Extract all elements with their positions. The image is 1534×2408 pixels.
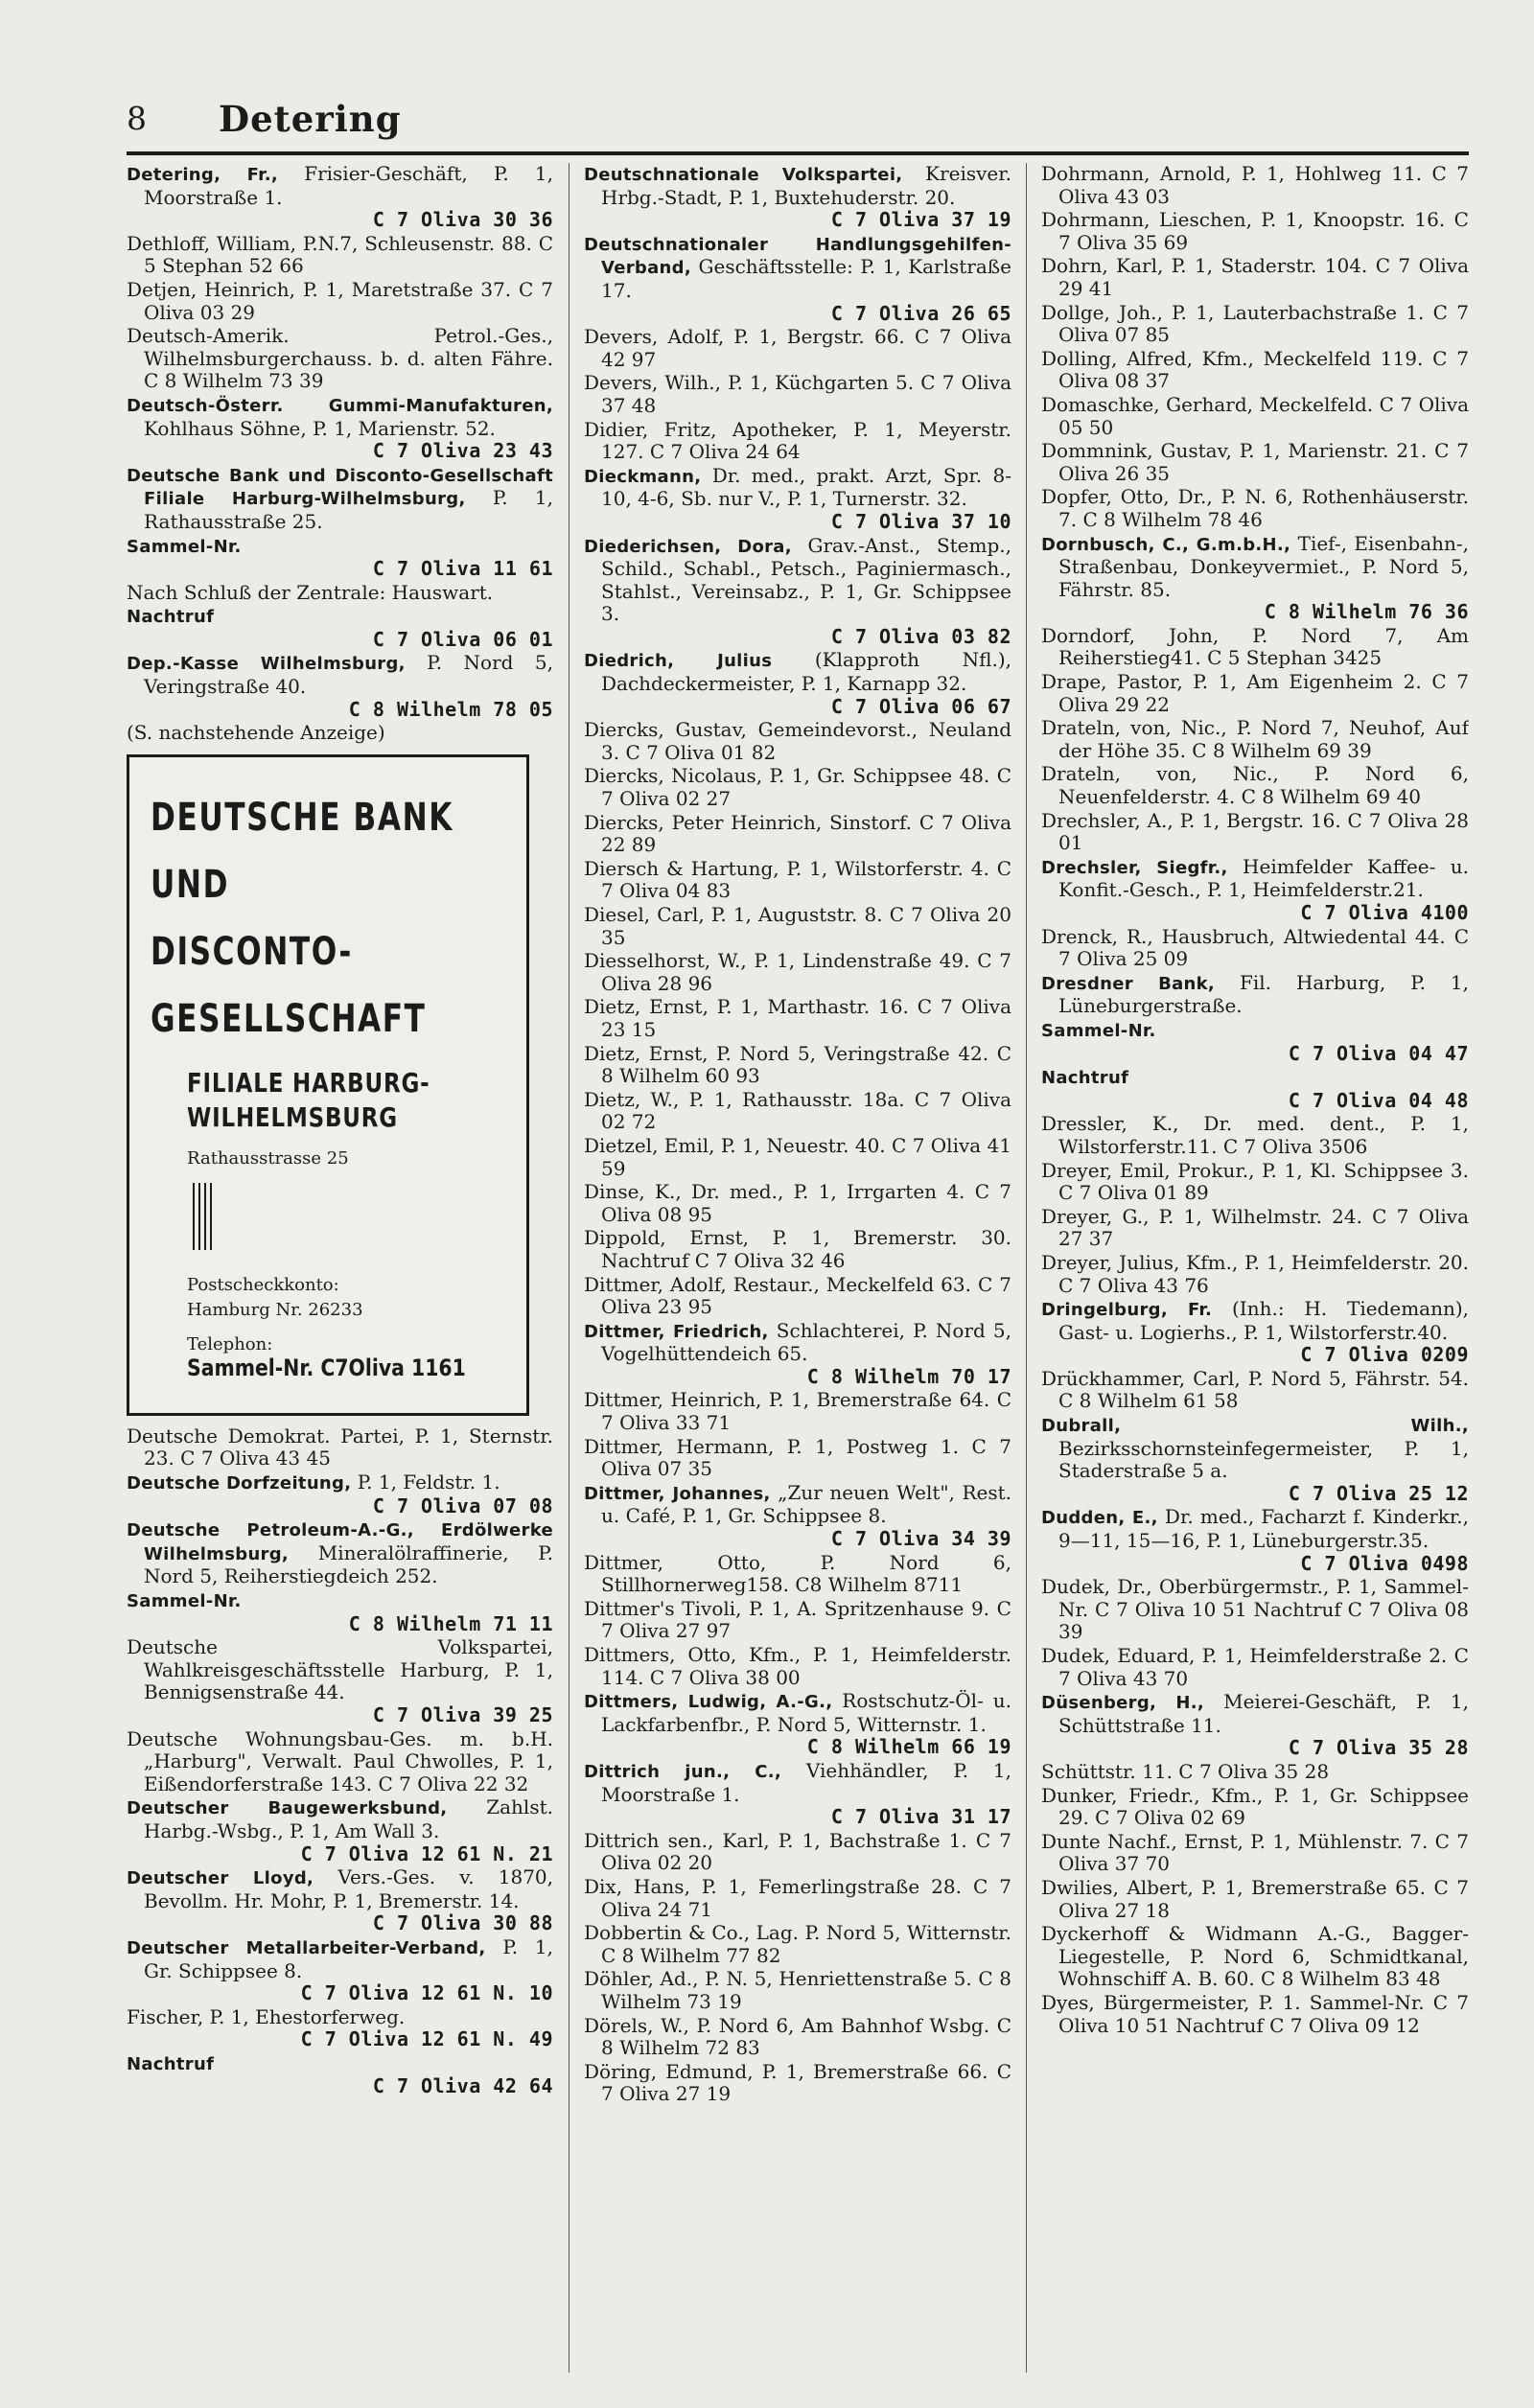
entry-text: Drape, Pastor, P. 1, Am Eigenheim 2. C 7 Oliva 29 22 (1041, 670, 1469, 716)
directory-entry (127, 535, 553, 581)
entry-name: Diedrich, Julius (584, 651, 773, 672)
entry-name: Sammel-Nr. (1041, 1020, 1156, 1041)
entry-text: Dunker, Friedr., Kfm., P. 1, Gr. Schippsee 29. C 7 Oliva 02 69 (1041, 1783, 1469, 1830)
directory-entry (1041, 394, 1469, 439)
entry-phone: C 8 Wilhelm 71 11 (348, 1611, 553, 1635)
entry-phone: C 8 Wilhelm 70 17 (806, 1364, 1011, 1388)
page-header (127, 100, 1469, 148)
entry-text: Drateln, von, Nic., P. Nord 6, Neuenfelderstr. 4. C 8 Wilhelm 69 40 (1041, 762, 1469, 809)
entry-text: P. 1, Feldstr. 1. (351, 1470, 500, 1494)
entry-text: Dietz, Ernst, P. 1, Marthastr. 16. C 7 Oliva 23 15 (584, 995, 1011, 1041)
entry-name: Dieckmann, (584, 466, 702, 487)
ad-ornament-bars (193, 1183, 216, 1250)
directory-entry (584, 1876, 1011, 1921)
entry-phone: C 7 Oliva 30 36 (372, 208, 553, 232)
entry-text: Diersch & Hartung, P. 1, Wilstorferstr. 4. C 7 Oliva 04 83 (584, 856, 1011, 903)
entry-text: Dittmer's Tivoli, P. 1, A. Spritzenhause 9. C 7 Oliva 27 97 (584, 1596, 1011, 1643)
entry-text: Dyckerhoff & Widmann A.-G., Bagger-Liegestelle, P. Nord 6, Schmidtkanal, Wohnschiff A. B. 60. C 8 Wilhelm 83 48 (1041, 1922, 1469, 1991)
directory-entry (1041, 440, 1469, 485)
entry-text: Dohrmann, Arnold, P. 1, Hohlweg 11. C 7 Oliva 43 03 (1041, 163, 1469, 208)
entry-text: Vers.-Ges. v. 1870, Bevollm. Hr. Mohr, P. 1, Bremerstr. 14. (144, 1865, 553, 1912)
directory-entry (584, 649, 1011, 718)
entry-name: Dresdner Bank, (1041, 973, 1216, 994)
entry-text: (Klapproth Nfl.), Dachdeckermeister, P. 1, Karnapp 32. (601, 648, 1011, 696)
directory-entry (1041, 1761, 1469, 1784)
column-2 (584, 163, 1011, 2373)
entry-phone: C 7 Oliva 30 88 (372, 1911, 553, 1935)
entry-text: Domaschke, Gerhard, Meckelfeld. C 7 Oliva 05 50 (1041, 392, 1469, 439)
entry-text: Dittmer, Adolf, Restaur., Meckelfeld 63. C 7 Oliva 23 95 (584, 1272, 1011, 1319)
directory-entry (584, 858, 1011, 903)
directory-entry (1041, 533, 1469, 624)
entry-text: Heimfelder Kaffee- u. Konfit.-Gesch., P. 1, Heimfelderstr.21. (1058, 854, 1469, 902)
entry-name: Dudden, E., (1041, 1508, 1158, 1529)
entry-text: Fil. Harburg, P. 1, Lüneburgerstraße. (1058, 970, 1469, 1018)
entry-name: Drechsler, Siegfr., (1041, 857, 1228, 878)
directory-entry (1041, 972, 1469, 1018)
entry-text: Dörels, W., P. Nord 6, Am Bahnhof Wsbg. C 8 Wilhelm 72 83 (584, 2013, 1011, 2060)
ad-branch-line: FILIALE HARBURG- (187, 1066, 430, 1099)
directory-entry (127, 163, 553, 232)
directory-entry (584, 719, 1011, 764)
directory-entry (584, 1968, 1011, 2013)
entry-phone: C 7 Oliva 0498 (1300, 1551, 1469, 1575)
directory-entry (584, 1690, 1011, 1759)
directory-entry (584, 812, 1011, 857)
directory-entry (127, 464, 553, 534)
entry-name: Dittmer, Johannes, (584, 1483, 771, 1504)
directory-entry (1041, 717, 1469, 762)
entry-phone: C 7 Oliva 25 12 (1288, 1481, 1469, 1505)
entry-text: Dix, Hans, P. 1, Femerlingstraße 28. C 7 Oliva 24 71 (584, 1874, 1011, 1921)
directory-entry (584, 1181, 1011, 1226)
entry-text: Deutsche Wohnungsbau-Ges. m. b.H. „Harburg", Verwalt. Paul Chwolles, P. 1, Eißendorferstraße 143. C 7 Oliva 22 32 (127, 1726, 553, 1795)
entry-text: Bezirksschornsteinfegermeister, P. 1, Staderstraße 5 a. (1058, 1436, 1469, 1483)
directory-entry (1041, 1877, 1469, 1922)
entry-name: Dornbusch, C., G.m.b.H., (1041, 534, 1291, 555)
directory-entry (127, 652, 553, 721)
directory-entry (1041, 810, 1469, 855)
directory-entry (127, 2052, 553, 2098)
directory-entry (1041, 1785, 1469, 1830)
bank-advertisement (127, 754, 529, 1416)
entry-text: Dyes, Bürgermeister, P. 1. Sammel-Nr. C 7 Oliva 10 51 Nachtruf C 7 Oliva 09 12 (1041, 1990, 1469, 2037)
directory-entry (1041, 856, 1469, 925)
entry-text: Dr. med., prakt. Arzt, Spr. 8-10, 4-6, Sb. nur V., P. 1, Turnerstr. 32. (601, 463, 1011, 511)
entry-text: Dunte Nachf., Ernst, P. 1, Mühlenstr. 7. C 7 Oliva 37 70 (1041, 1829, 1469, 1876)
ad-address: Rathausstrasse 25 (187, 1147, 349, 1169)
directory-entry (1041, 1992, 1469, 2037)
directory-entry (127, 605, 553, 651)
entry-text: Dippold, Ernst, P. 1, Bremerstr. 30. Nachtruf C 7 Oliva 32 46 (584, 1226, 1011, 1272)
directory-entry (127, 1796, 553, 1865)
entry-name: Sammel-Nr. (127, 1591, 242, 1611)
entry-phone: C 7 Oliva 42 64 (372, 2074, 553, 2098)
entry-text: Dreyer, Julius, Kfm., P. 1, Heimfelderstr. 20. C 7 Oliva 43 76 (1041, 1250, 1469, 1297)
entry-text: Diesel, Carl, P. 1, Auguststr. 8. C 7 Oliva 20 35 (584, 903, 1011, 949)
directory-entry (584, 419, 1011, 464)
entry-phone: C 8 Wilhelm 66 19 (806, 1735, 1011, 1759)
directory-entry (1041, 1831, 1469, 1876)
directory-entry (127, 394, 553, 463)
directory-entry (584, 535, 1011, 649)
entry-text: Drenck, R., Hausbruch, Altwiedental 44. C 7 Oliva 25 09 (1041, 924, 1469, 971)
directory-entry (127, 1866, 553, 1935)
directory-entry (1041, 1160, 1469, 1205)
directory-entry (584, 1922, 1011, 1967)
entry-phone: C 7 Oliva 26 65 (830, 301, 1011, 325)
directory-entry (127, 279, 553, 324)
entry-name: Deutscher Lloyd, (127, 1868, 314, 1889)
directory-entry (127, 2006, 553, 2051)
entry-text: Fischer, P. 1, Ehestorferweg. (127, 2004, 406, 2028)
directory-entry (1041, 1206, 1469, 1251)
entry-name: Deutsche Dorfzeitung, (127, 1473, 352, 1494)
directory-entry (127, 1425, 553, 1470)
directory-entry (1041, 625, 1469, 670)
directory-entry (584, 765, 1011, 810)
ad-phone-label: Telephon: (187, 1333, 273, 1354)
entry-text: Detjen, Heinrich, P. 1, Maretstraße 37. C 7 Oliva 03 29 (127, 277, 553, 324)
directory-entry (127, 325, 553, 393)
entry-text: Dressler, K., Dr. med. dent., P. 1, Wilstorferstr.11. C 7 Oliva 3506 (1041, 1112, 1469, 1158)
entry-text: (Inh.: H. Tiedemann), Gast- u. Logierhs., P. 1, Wilstorferstr.40. (1058, 1297, 1469, 1344)
entries-after-ad (127, 1425, 553, 2098)
entry-text: Dorndorf, John, P. Nord 7, Am Reiherstieg41. C 5 Stephan 3425 (1041, 623, 1469, 670)
ad-title-line: GESELLSCHAFT (151, 996, 427, 1041)
directory-entry (1041, 1066, 1469, 1112)
directory-entry (127, 1471, 553, 1517)
directory-entry (127, 722, 553, 745)
entry-name: Dittmers, Ludwig, A.-G., (584, 1692, 833, 1713)
entry-text: P. 1, Gr. Schippsee 8. (144, 1934, 553, 1982)
directory-entry (584, 996, 1011, 1041)
entry-text: Dethloff, William, P.N.7, Schleusenstr. 88. C 5 Stephan 52 66 (127, 231, 553, 278)
entry-text: Dopfer, Otto, Dr., P. N. 6, Rothenhäuserstr. 7. C 8 Wilhelm 78 46 (1041, 485, 1469, 531)
entry-phone: C 7 Oliva 23 43 (372, 439, 553, 463)
entry-text: Schlachterei, P. Nord 5, Vogelhüttendeich 65. (601, 1318, 1011, 1366)
directory-entry (1041, 486, 1469, 531)
directory-entry (584, 1227, 1011, 1272)
directory-entry (584, 1389, 1011, 1434)
entry-name: Deutsche Bank und Disconto-Gesellschaft Filiale Harburg-Wilhelmsburg, (127, 465, 553, 510)
directory-entry (1041, 1923, 1469, 1991)
entry-phone: C 7 Oliva 06 67 (830, 694, 1011, 718)
ad-title-line: DISCONTO- (151, 929, 353, 974)
directory-entry (1041, 163, 1469, 208)
entry-name: Deutschnationaler Handlungsgehilfen-Verband, (584, 234, 1011, 279)
directory-entry (1041, 1019, 1469, 1065)
directory-entry (1041, 926, 1469, 971)
ad-title-line: UND (151, 862, 230, 907)
directory-entry (127, 1936, 553, 2005)
entry-text: Mineralölraffinerie, P. Nord 5, Reiherstiegdeich 252. (144, 1540, 553, 1588)
entry-text: „Zur neuen Welt", Rest. u. Café, P. 1, Gr. Schippsee 8. (601, 1480, 1011, 1528)
directory-entry (584, 372, 1011, 417)
directory-entry (584, 1482, 1011, 1551)
entry-text: Deutsche Demokrat. Partei, P. 1, Sternstr. 23. C 7 Oliva 43 45 (127, 1424, 553, 1470)
entry-text: Didier, Fritz, Apotheker, P. 1, Meyerstr. 127. C 7 Oliva 24 64 (584, 417, 1011, 464)
entry-text: Devers, Adolf, P. 1, Bergstr. 66. C 7 Oliva 42 97 (584, 325, 1011, 371)
entry-phone: C 7 Oliva 04 48 (1288, 1088, 1469, 1112)
entry-text: Dietzel, Emil, P. 1, Neuestr. 40. C 7 Oliva 41 59 (584, 1133, 1011, 1180)
entry-text: Drechsler, A., P. 1, Bergstr. 16. C 7 Oliva 28 01 (1041, 808, 1469, 855)
entry-phone: C 7 Oliva 12 61 N. 21 (300, 1841, 553, 1865)
entry-phone: C 7 Oliva 03 82 (830, 624, 1011, 648)
directory-entry (584, 326, 1011, 371)
directory-entry (1041, 1691, 1469, 1760)
entry-name: Sammel-Nr. (127, 536, 242, 557)
directory-entry (584, 1089, 1011, 1134)
directory-entry (584, 2061, 1011, 2106)
column-1 (127, 163, 553, 2373)
entry-text: Dietz, Ernst, P. Nord 5, Veringstraße 42. C 8 Wilhelm 60 93 (584, 1041, 1011, 1088)
directory-entry (584, 163, 1011, 232)
entry-name: Dringelburg, Fr. (1041, 1300, 1213, 1321)
entry-text: Dudek, Eduard, P. 1, Heimfelderstraße 2. C 7 Oliva 43 70 (1041, 1644, 1469, 1690)
directory-entry (127, 233, 553, 278)
directory-entry (584, 1830, 1011, 1875)
entry-name: Detering, Fr., (127, 165, 278, 185)
entry-text: (S. nachstehende Anzeige) (127, 721, 385, 745)
directory-entry (584, 1644, 1011, 1689)
directory-entry (584, 1135, 1011, 1180)
entry-phone: C 7 Oliva 11 61 (372, 557, 553, 581)
entry-text: Dinse, K., Dr. med., P. 1, Irrgarten 4. C 7 Oliva 08 95 (584, 1180, 1011, 1226)
entry-text: Dwilies, Albert, P. 1, Bremerstraße 65. C 7 Oliva 27 18 (1041, 1875, 1469, 1922)
entry-text: Schüttstr. 11. C 7 Oliva 35 28 (1041, 1759, 1330, 1783)
entry-name: Dittmer, Friedrich, (584, 1321, 769, 1342)
directory-entry (584, 1436, 1011, 1481)
header-rule (127, 151, 1469, 155)
entry-text: Dobbertin & Co., Lag. P. Nord 5, Witternstr. C 8 Wilhelm 77 82 (584, 1921, 1011, 1967)
entry-name: Deutsche Petroleum-A.-G., Erdölwerke Wilhelmsburg, (127, 1520, 553, 1564)
entry-phone: C 7 Oliva 39 25 (372, 1702, 553, 1726)
entry-text: Dommnink, Gustav, P. 1, Marienstr. 21. C 7 Oliva 26 35 (1041, 439, 1469, 485)
entry-name: Düsenberg, H., (1041, 1693, 1205, 1714)
directory-entry (127, 1636, 553, 1726)
entry-phone: C 7 Oliva 12 61 N. 10 (300, 1981, 553, 2005)
entry-text: Dittmers, Otto, Kfm., P. 1, Heimfelderstr. 114. C 7 Oliva 38 00 (584, 1643, 1011, 1689)
entry-text: Dreyer, G., P. 1, Wilhelmstr. 24. C 7 Oliva 27 37 (1041, 1204, 1469, 1251)
entry-phone: C 7 Oliva 06 01 (372, 627, 553, 651)
column-3 (1041, 163, 1469, 2373)
entry-text: Dolling, Alfred, Kfm., Meckelfeld 119. C 7 Oliva 08 37 (1041, 346, 1469, 393)
directory-entry (584, 904, 1011, 949)
entry-text: Devers, Wilh., P. 1, Küchgarten 5. C 7 Oliva 37 48 (584, 371, 1011, 417)
directory-entry (1041, 209, 1469, 254)
directory-entry (1041, 1368, 1469, 1413)
entry-text: Döring, Edmund, P. 1, Bremerstraße 66. C 7 Oliva 27 19 (584, 2059, 1011, 2106)
ad-branch-line: WILHELMSBURG (187, 1100, 398, 1133)
entry-name: Deutsch-Österr. Gummi-Manufakturen, (127, 395, 553, 416)
entry-name: Deutscher Metallarbeiter-Verband, (127, 1937, 486, 1958)
entry-text: Dohrmann, Lieschen, P. 1, Knoopstr. 16. C 7 Oliva 35 69 (1041, 208, 1469, 254)
entry-text: Diercks, Peter Heinrich, Sinstorf. C 7 Oliva 22 89 (584, 810, 1011, 857)
entry-text: Meierei-Geschäft, P. 1, Schüttstraße 11. (1058, 1690, 1469, 1737)
entry-text: Frisier-Geschäft, P. 1, Moorstraße 1. (144, 163, 553, 209)
column-divider (1026, 163, 1027, 2373)
directory-entry (1041, 1414, 1469, 1505)
entry-name: Nachtruf (127, 607, 215, 628)
entry-phone: C 7 Oliva 37 19 (830, 208, 1011, 232)
entry-text: Dittmer, Heinrich, P. 1, Bremerstraße 64. C 7 Oliva 33 71 (584, 1388, 1011, 1435)
directory-entry (1041, 1113, 1469, 1158)
entry-text: Deutsch-Amerik. Petrol.-Ges., Wilhelmsburgerchauss. b. d. alten Fähre. C 8 Wilhelm 73 39 (127, 324, 553, 393)
entry-text: Kreisver. Hrbg.-Stadt, P. 1, Buxtehuderstr. 20. (601, 163, 1011, 209)
entry-text: Tief-, Eisenbahn-, Straßenbau, Donkeyvermiet., P. Nord 5, Fährstr. 85. (1058, 531, 1469, 601)
directory-entry (584, 1598, 1011, 1643)
entry-text: Geschäftsstelle: P. 1, Karlstraße 17. (601, 255, 1011, 302)
entries-before-ad (127, 163, 553, 745)
entry-text: Dittrich sen., Karl, P. 1, Bachstraße 1. C 7 Oliva 02 20 (584, 1828, 1011, 1875)
ad-account-value: Hamburg Nr. 26233 (187, 1299, 363, 1320)
directory-entry (127, 1518, 553, 1588)
entry-text: Drateln, von, Nic., P. Nord 7, Neuhof, Auf der Höhe 35. C 8 Wilhelm 69 39 (1041, 716, 1469, 762)
entry-text: Diesselhorst, W., P. 1, Lindenstraße 49. C 7 Oliva 28 96 (584, 949, 1011, 995)
entry-text: P. 1, Rathausstraße 25. (144, 486, 553, 533)
entry-name: Deutschnationale Volkspartei, (584, 165, 903, 185)
directory-entry (127, 582, 553, 605)
entry-text: Nach Schluß der Zentrale: Hauswart. (127, 580, 494, 604)
entry-text: Dittmer, Hermann, P. 1, Postweg 1. C 7 Oliva 07 35 (584, 1434, 1011, 1481)
directory-entry (584, 1760, 1011, 1829)
entry-text: Diercks, Nicolaus, P. 1, Gr. Schippsee 48. C 7 Oliva 02 27 (584, 764, 1011, 811)
directory-entry (1041, 763, 1469, 808)
entry-text: Dollge, Joh., P. 1, Lauterbachstraße 1. C 7 Oliva 07 85 (1041, 300, 1469, 347)
entry-phone: C 7 Oliva 4100 (1300, 901, 1469, 924)
entry-phone: C 7 Oliva 37 10 (830, 509, 1011, 533)
entry-text: Grav.-Anst., Stemp., Schild., Schabl., Petsch., Paginiermasch., Stahlst., Vereinsabz., P. 1, Gr. Schippsee 3. (601, 533, 1011, 626)
directory-entry (1041, 302, 1469, 347)
directory-entry (1041, 1252, 1469, 1297)
entry-text: Rostschutz-Öl- u. Lackfarbenfbr., P. Nord 5, Witternstr. 1. (601, 1689, 1011, 1736)
directory-entry (127, 1728, 553, 1796)
running-head: Detering (219, 98, 402, 140)
entry-name: Nachtruf (127, 2053, 215, 2074)
entry-text: Dohrn, Karl, P. 1, Staderstr. 104. C 7 Oliva 29 41 (1041, 254, 1469, 300)
directory-entry (584, 2015, 1011, 2060)
directory-entry (584, 465, 1011, 534)
entry-phone: C 7 Oliva 35 28 (1288, 1736, 1469, 1760)
entry-phone: C 8 Wilhelm 76 36 (1264, 600, 1469, 624)
directory-entry (1041, 1298, 1469, 1367)
directory-entry (584, 233, 1011, 325)
entry-text: Dreyer, Emil, Prokur., P. 1, Kl. Schippsee 3. C 7 Oliva 01 89 (1041, 1158, 1469, 1205)
entry-text: Diercks, Gustav, Gemeindevorst., Neuland 3. C 7 Oliva 01 82 (584, 718, 1011, 764)
entry-text: P. Nord 5, Veringstraße 40. (144, 651, 553, 699)
entry-text: Dietz, W., P. 1, Rathausstr. 18a. C 7 Oliva 02 72 (584, 1087, 1011, 1134)
entry-name: Dep.-Kasse Wilhelmsburg, (127, 654, 406, 675)
directory-entry (584, 1274, 1011, 1319)
entry-text: Döhler, Ad., P. N. 5, Henriettenstraße 5. C 8 Wilhelm 73 19 (584, 1967, 1011, 2013)
directory-entry (1041, 255, 1469, 300)
entry-name: Dittrich jun., C., (584, 1761, 782, 1782)
directory-entry (584, 950, 1011, 995)
entry-text: Drückhammer, Carl, P. Nord 5, Fährstr. 54. C 8 Wilhelm 61 58 (1041, 1366, 1469, 1413)
directory-entry (1041, 1506, 1469, 1575)
directory-entry (584, 1320, 1011, 1389)
directory-entry (1041, 1576, 1469, 1644)
entry-name: Dubrall, Wilh., (1041, 1416, 1469, 1437)
page-number: 8 (127, 100, 147, 137)
entry-name: Deutscher Baugewerksbund, (127, 1798, 448, 1819)
ad-title-line: DEUTSCHE BANK (151, 795, 453, 840)
entry-text: Dudek, Dr., Oberbürgermstr., P. 1, Sammel-Nr. C 7 Oliva 10 51 Nachtruf C 7 Oliva 08 39 (1041, 1575, 1469, 1644)
entry-phone: C 7 Oliva 04 47 (1288, 1041, 1469, 1065)
directory-entry (584, 1043, 1011, 1088)
entry-text: Deutsche Volkspartei, Wahlkreisgeschäftsstelle Harburg, P. 1, Bennigsenstraße 44. (127, 1635, 553, 1704)
entry-text: Dr. med., Facharzt f. Kinderkr., 9—11, 15—16, P. 1, Lüneburgerstr.35. (1058, 1505, 1469, 1553)
entry-text: Dittmer, Otto, P. Nord 6, Stillhornerweg158. C8 Wilhelm 8711 (584, 1550, 1011, 1597)
directory-entry (584, 1552, 1011, 1597)
entry-text: Viehhändler, P. 1, Moorstraße 1. (601, 1758, 1011, 1806)
entry-phone: C 7 Oliva 12 61 N. 49 (300, 2027, 553, 2051)
directory-entry (1041, 1645, 1469, 1690)
entry-phone: C 7 Oliva 34 39 (830, 1527, 1011, 1551)
directory-entry (127, 1589, 553, 1635)
entry-phone: C 7 Oliva 0209 (1300, 1343, 1469, 1367)
directory-entry (1041, 671, 1469, 716)
entry-phone: C 8 Wilhelm 78 05 (348, 697, 553, 721)
ad-phone-value: Sammel-Nr. C7Oliva 1161 (187, 1354, 466, 1381)
entry-text: Zahlst. Harbg.-Wsbg., P. 1, Am Wall 3. (144, 1795, 553, 1842)
ad-account-label: Postscheckkonto: (187, 1274, 339, 1295)
entry-text: Kohlhaus Söhne, P. 1, Marienstr. 52. (144, 416, 496, 440)
entry-name: Diederichsen, Dora, (584, 536, 792, 557)
entry-phone: C 7 Oliva 07 08 (372, 1493, 553, 1517)
directory-entry (1041, 348, 1469, 393)
entry-name: Nachtruf (1041, 1068, 1129, 1089)
entry-phone: C 7 Oliva 31 17 (830, 1805, 1011, 1829)
